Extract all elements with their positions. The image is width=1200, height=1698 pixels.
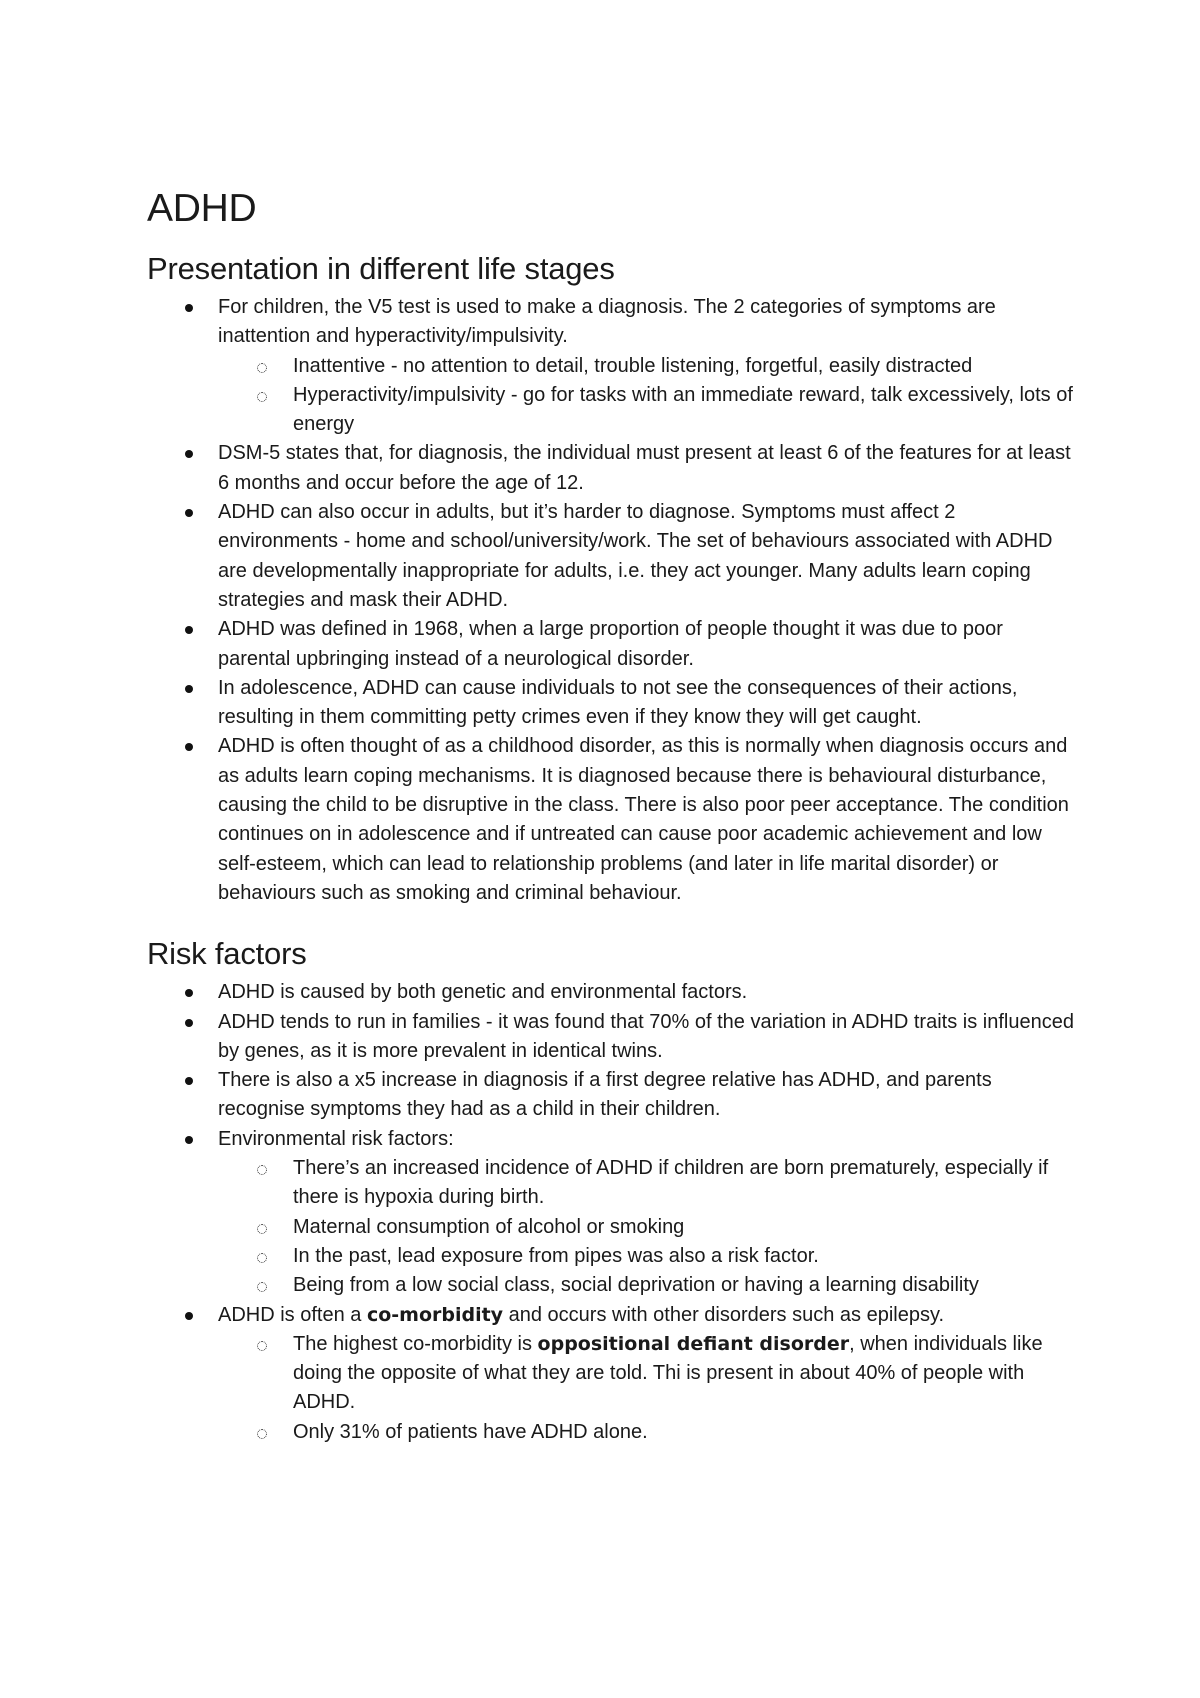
section-heading-risk-factors: Risk factors xyxy=(147,936,307,972)
list-item-text: Environmental risk factors: xyxy=(218,1127,454,1150)
sub-list-item-text: Only 31% of patients have ADHD alone. xyxy=(293,1420,648,1443)
list-item xyxy=(147,674,1080,733)
list-item xyxy=(147,1008,1080,1067)
list-item xyxy=(147,498,1080,615)
list-item xyxy=(147,978,1080,1007)
sub-list-item-text: Inattentive - no attention to detail, trouble listening, forgetful, easily distracted xyxy=(293,354,973,377)
bullet-icon xyxy=(185,989,193,997)
sub-list-item-text: Maternal consumption of alcohol or smoking xyxy=(293,1215,685,1238)
sub-list-item-text: Being from a low social class, social deprivation or having a learning disability xyxy=(293,1274,979,1297)
sub-bullet-icon xyxy=(257,1253,267,1263)
sub-list-item-text: There’s an increased incidence of ADHD if children are born prematurely, especially if there is hypoxia during birth. xyxy=(293,1157,1049,1209)
bold-term-odd: oppositional defiant disorder xyxy=(537,1332,850,1355)
bullet-icon xyxy=(185,1077,193,1085)
sub-list-item xyxy=(147,1213,1080,1242)
bullet-icon xyxy=(185,450,193,458)
sub-bullet-icon xyxy=(257,392,267,402)
bullet-icon xyxy=(185,509,193,517)
sub-bullet-icon xyxy=(257,1224,267,1234)
list-item-text: ADHD is often thought of as a childhood disorder, as this is normally when diagnosis occurs and as adults learn coping mechanisms. It is diagnosed because there is behavioural disturbance, causing the child to be disruptive in the class. There is also poor peer acceptance. The condition continues on in adolescence and if untreated can cause poor academic achievement and low self-esteem, which can lead to relationship problems (and later in life marital disorder) or behaviours such as smoking and criminal behaviour. xyxy=(218,735,1069,904)
list-item-text: For children, the V5 test is used to make a diagnosis. The 2 categories of symptoms are inattention and hyperactivity/impulsivity. xyxy=(218,296,996,348)
bullet-icon xyxy=(185,743,193,751)
risk-factors-list xyxy=(147,978,1080,1447)
bullet-icon xyxy=(185,304,193,312)
list-item-text: ADHD was defined in 1968, when a large proportion of people thought it was due to poor parental upbringing instead of a neurological disorder. xyxy=(218,618,1003,670)
list-item-text: ADHD can also occur in adults, but it’s harder to diagnose. Symptoms must affect 2 environments - home and school/university/work. The set of behaviours associated with ADHD are developmentally inappropriate for adults, i.e. they act younger. Many adults learn coping strategies and mask their ADHD. xyxy=(218,501,1053,611)
sub-list-item-text-before: The highest co-morbidity is xyxy=(293,1332,538,1355)
sub-list-item xyxy=(147,352,1080,381)
sub-list-item-text: In the past, lead exposure from pipes was also a risk factor. xyxy=(293,1244,819,1267)
document-title: ADHD xyxy=(147,187,257,230)
sub-list-item xyxy=(147,1242,1080,1271)
sub-list xyxy=(147,1330,1080,1447)
bullet-icon xyxy=(185,626,193,634)
bullet-icon xyxy=(185,685,193,693)
list-item xyxy=(147,293,1080,439)
list-item xyxy=(147,439,1080,498)
list-item-text-after: and occurs with other disorders such as epilepsy. xyxy=(503,1303,945,1326)
list-item-text: DSM-5 states that, for diagnosis, the individual must present at least 6 of the features for at least 6 months and occur before the age of 12. xyxy=(218,442,1071,494)
sub-list-item xyxy=(147,1418,1080,1447)
sub-list-item xyxy=(147,1154,1080,1213)
sub-list-item xyxy=(147,1330,1080,1418)
list-item-text: ADHD tends to run in families - it was found that 70% of the variation in ADHD traits is influenced by genes, as it is more prevalent in identical twins. xyxy=(218,1010,1074,1062)
sub-bullet-icon xyxy=(257,1282,267,1292)
sub-bullet-icon xyxy=(257,1429,267,1439)
sub-list-item-text-after: , when individuals like doing the opposite of what they are told. Thi is present in about 40% of people with ADHD. xyxy=(293,1332,1043,1414)
bullet-icon xyxy=(185,1136,193,1144)
sub-list xyxy=(147,352,1080,440)
sub-list xyxy=(147,1154,1080,1300)
presentation-list xyxy=(147,293,1080,908)
bold-term-co-morbidity: co-morbidity xyxy=(366,1303,504,1326)
sub-list-item xyxy=(147,381,1080,440)
list-item-text: ADHD is caused by both genetic and environmental factors. xyxy=(218,981,748,1004)
bullet-icon xyxy=(185,1019,193,1027)
sub-bullet-icon xyxy=(257,1165,267,1175)
list-item-text: In adolescence, ADHD can cause individuals to not see the consequences of their actions, resulting in them committing petty crimes even if they know they will get caught. xyxy=(218,676,1018,729)
bullet-icon xyxy=(185,1312,193,1320)
section-heading-presentation: Presentation in different life stages xyxy=(147,251,615,286)
list-item-text: There is also a x5 increase in diagnosis if a first degree relative has ADHD, and parents recognise symptoms they had as a child in their children. xyxy=(218,1069,992,1121)
list-item xyxy=(147,1066,1080,1125)
sub-list-item xyxy=(147,1271,1080,1300)
list-item xyxy=(147,615,1080,674)
sub-bullet-icon xyxy=(257,1341,267,1351)
sub-bullet-icon xyxy=(257,363,267,373)
list-item xyxy=(147,1301,1080,1447)
sub-list-item-text: Hyperactivity/impulsivity - go for tasks with an immediate reward, talk excessively, lots of energy xyxy=(293,383,1073,436)
list-item-text-before: ADHD is often a xyxy=(218,1303,367,1326)
list-item xyxy=(147,732,1080,908)
list-item xyxy=(147,1125,1080,1301)
